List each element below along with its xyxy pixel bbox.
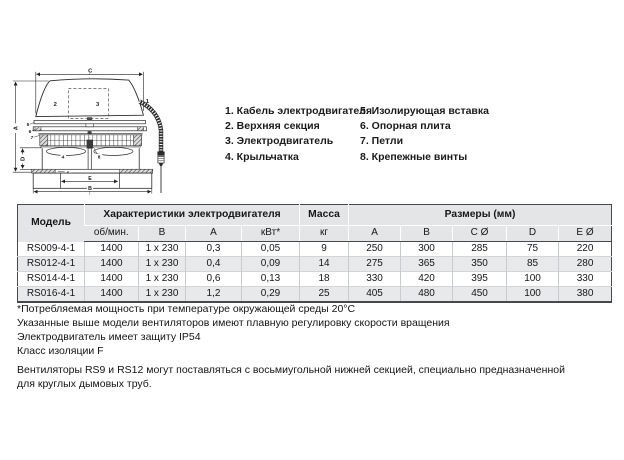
- value-cell: 220: [559, 242, 612, 257]
- value-cell: 1400: [85, 242, 139, 257]
- subheader-dim-e: E Ø: [559, 226, 612, 242]
- table-row: [18, 257, 612, 272]
- spec-table-body: [18, 242, 612, 303]
- table-row: [18, 287, 612, 303]
- closing-paragraph: Вентиляторы RS9 и RS12 могут поставляться с восьмиугольной нижней секцией, специально предназначенной для круглых дымовых труб.: [17, 364, 565, 390]
- value-cell: 280: [559, 257, 612, 272]
- parts-list-item: 7. Петли: [360, 135, 404, 148]
- col-header-mass: Масса: [300, 205, 349, 226]
- table-row: [18, 272, 612, 287]
- value-cell: 75: [507, 242, 559, 257]
- col-header-dims: Размеры (мм): [349, 205, 612, 226]
- parts-list-item: 4. Крыльчатка: [225, 150, 299, 163]
- value-cell: 1400: [85, 287, 139, 303]
- value-cell: 450: [453, 287, 507, 303]
- dim-label-b: B: [88, 186, 92, 193]
- value-cell: 300: [401, 242, 453, 257]
- model-cell: RS009-4-1: [26, 242, 76, 254]
- parts-list-item: 2. Верхняя секция: [225, 120, 320, 133]
- mounting-plates: [33, 117, 146, 134]
- parts-list-column-1: [225, 104, 372, 165]
- value-cell: 1,2: [186, 287, 242, 303]
- value-cell: 1 x 230: [139, 287, 186, 303]
- parts-list-item: 6. Опорная плита: [360, 120, 451, 133]
- part-label-4: 4: [61, 155, 65, 161]
- fan-technical-drawing: [12, 52, 228, 204]
- value-cell: 1 x 230: [139, 272, 186, 287]
- value-cell: 0,4: [186, 257, 242, 272]
- parts-list-item: 5. Изолирующая вставка: [360, 105, 489, 117]
- value-cell: 14: [300, 257, 349, 272]
- model-cell: RS016-4-1: [18, 287, 85, 303]
- top-section: [36, 79, 144, 117]
- value-cell: 1400: [85, 257, 139, 272]
- subheader-rpm: об/мин.: [85, 226, 139, 242]
- table-row: [18, 242, 612, 257]
- value-cell: 0,6: [186, 272, 242, 287]
- model-cell: RS014-4-1: [18, 272, 85, 287]
- part-label-6-left: 6: [28, 129, 32, 135]
- value-cell: 480: [401, 287, 453, 303]
- subheader-amps: А: [186, 226, 242, 242]
- value-cell: 0,13: [242, 272, 300, 287]
- part-label-1: 1: [145, 99, 150, 106]
- part-label-2: 2: [53, 101, 57, 108]
- dim-label-e: E: [88, 176, 92, 182]
- parts-list-item: 8. Крепежные винты: [360, 150, 468, 163]
- value-cell: 350: [453, 257, 507, 272]
- value-cell: 1400: [85, 272, 139, 287]
- value-cell: 395: [453, 272, 507, 287]
- model-cell: RS012-4-1: [18, 257, 85, 272]
- spec-table: [17, 204, 612, 303]
- parts-list-item: 3. Электродвигатель: [225, 135, 334, 148]
- part-label-7: 7: [30, 136, 34, 141]
- leader-5: [30, 123, 34, 125]
- col-header-model: Модель: [18, 205, 85, 242]
- value-cell: 0,05: [242, 242, 300, 257]
- value-cell: 330: [559, 272, 612, 287]
- subheader-dim-c: C Ø: [453, 226, 507, 242]
- subheader-dim-b: B: [401, 226, 453, 242]
- value-cell: 25: [300, 287, 349, 303]
- value-cell: 275: [349, 257, 401, 272]
- dim-label-c: C: [88, 68, 93, 75]
- value-cell: 250: [349, 242, 401, 257]
- part-label-5: 5: [26, 123, 30, 128]
- value-cell: 0,29: [242, 287, 300, 303]
- subheader-kg: кг: [300, 226, 349, 242]
- subheader-dim-a: A: [349, 226, 401, 242]
- footnote-line: Класс изоляции F: [17, 344, 104, 357]
- footnote-line: Электродвигатель имеет защиту IP54: [17, 330, 201, 343]
- value-cell: 0,3: [186, 242, 242, 257]
- dim-label-a: A: [13, 126, 20, 131]
- value-cell: 365: [401, 257, 453, 272]
- value-cell: 1 x 230: [139, 242, 186, 257]
- part-label-3: 3: [96, 102, 100, 109]
- support-plate: [32, 169, 153, 173]
- value-cell: 100: [507, 287, 559, 303]
- footnote-line: *Потребляемая мощность при температуре окружающей среды 20°С: [17, 303, 356, 315]
- value-cell: 0,09: [242, 257, 300, 272]
- footnote-line: Указанные выше модели вентиляторов имеют плавную регулировку скорости вращения: [17, 316, 450, 329]
- value-cell: 18: [300, 272, 349, 287]
- value-cell: 285: [453, 242, 507, 257]
- table-header-groups: [18, 205, 612, 226]
- subheader-dim-d: D: [507, 226, 559, 242]
- col-header-motor: Характеристики электродвигателя: [85, 205, 300, 226]
- value-cell: 420: [401, 272, 453, 287]
- value-cell: 330: [349, 272, 401, 287]
- table-subheaders: [18, 226, 612, 242]
- leader-7: [34, 136, 39, 138]
- value-cell: 405: [349, 287, 401, 303]
- value-cell: 1 x 230: [139, 257, 186, 272]
- parts-list-item: 1. Кабель электродвигателя: [225, 105, 372, 117]
- dim-label-d: D: [20, 156, 27, 161]
- subheader-kw: кВт*: [242, 226, 300, 242]
- value-cell: 85: [507, 257, 559, 272]
- part-label-8: 8: [97, 155, 101, 161]
- footnotes: [17, 303, 450, 359]
- parts-list-column-2: [360, 104, 489, 165]
- value-cell: 9: [300, 242, 349, 257]
- value-cell: 100: [507, 272, 559, 287]
- value-cell: 380: [559, 287, 612, 303]
- subheader-volts: В: [139, 226, 186, 242]
